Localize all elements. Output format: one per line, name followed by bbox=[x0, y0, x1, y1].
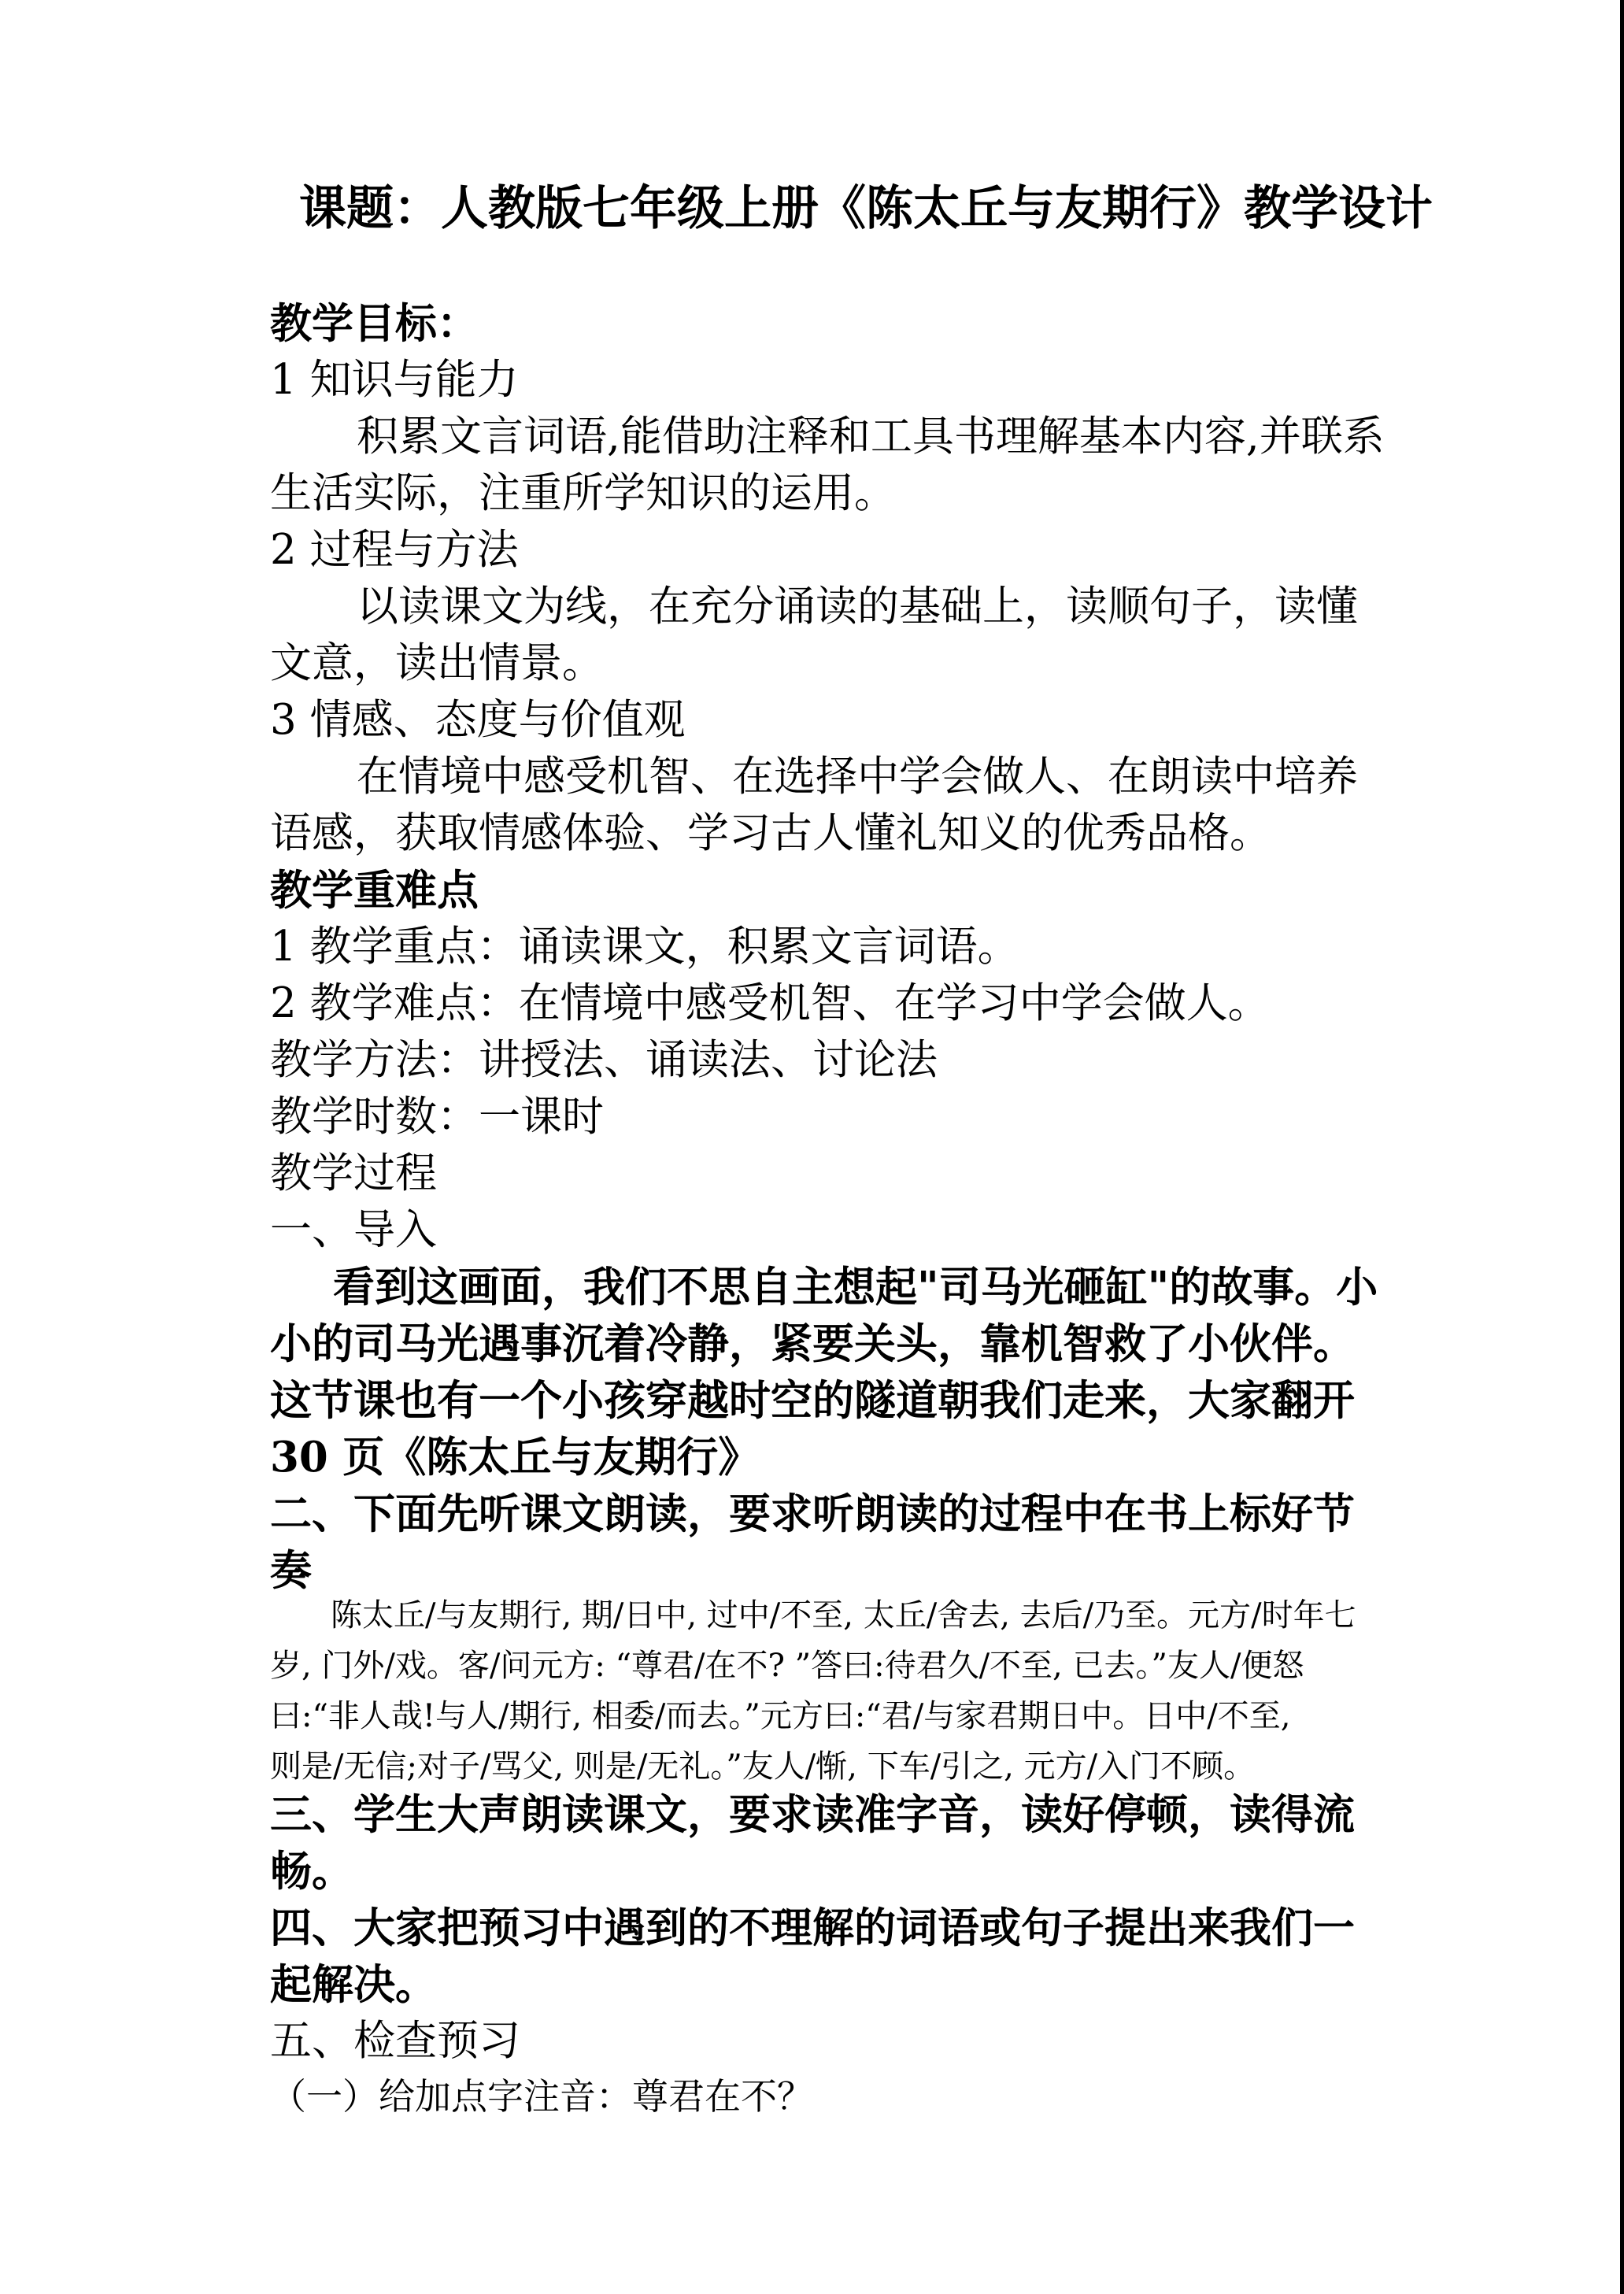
document-title: 课题：人教版七年级上册《陈太丘与友期行》教学设计 bbox=[299, 181, 1433, 236]
objective-1-title: 1 知识与能力 bbox=[270, 356, 519, 404]
intro-line-2: 小的司马光遇事沉着冷静，紧要关头，靠机智救了小伙伴。 bbox=[270, 1319, 1355, 1368]
step-4-line-1: 四、大家把预习中遇到的不理解的词语或句子提出来我们一 bbox=[270, 1904, 1355, 1952]
objective-3-line-2: 语感，获取情感体验、学习古人懂礼知义的优秀品格。 bbox=[270, 809, 1271, 857]
difficulty-heading: 教学重难点 bbox=[270, 866, 479, 915]
objective-2-line-1: 以读课文为线，在充分诵读的基础上，读顺句子，读懂 bbox=[357, 583, 1358, 631]
objective-2-title: 2 过程与方法 bbox=[270, 526, 519, 574]
difficult-point: 2 教学难点：在情境中感受机智、在学习中学会做人。 bbox=[270, 979, 1270, 1027]
objective-1-line-1: 积累文言词语,能借助注释和工具书理解基本内容,并联系 bbox=[357, 413, 1385, 461]
teaching-hours: 教学时数：一课时 bbox=[270, 1093, 604, 1141]
objectives-heading: 教学目标： bbox=[270, 299, 479, 348]
intro-line-3: 这节课也有一个小孩穿越时空的隧道朝我们走来，大家翻开 bbox=[270, 1376, 1355, 1425]
process-heading: 教学过程 bbox=[270, 1149, 437, 1197]
step-5-heading: 五、检查预习 bbox=[270, 2017, 520, 2065]
step-5-sub-1: （一）给加点字注音：尊君在不？ bbox=[270, 2075, 813, 2118]
objective-1-line-2: 生活实际，注重所学知识的运用。 bbox=[270, 469, 896, 517]
intro-line-4: 30 页《陈太丘与友期行》 bbox=[270, 1433, 760, 1482]
passage-line-2: 岁, 门外/戏。客/问元方: “尊君/在不? ”答曰:待君久/不至, 已去。”友人/便怒 bbox=[270, 1648, 1304, 1684]
step-3-line-1: 三、学生大声朗读课文，要求读准字音，读好停顿，读得流 bbox=[270, 1790, 1355, 1839]
step-3-line-2: 畅。 bbox=[270, 1847, 353, 1896]
objective-3-line-1: 在情境中感受机智、在选择中学会做人、在朗读中培养 bbox=[357, 753, 1358, 801]
page-border bbox=[1620, 0, 1624, 2294]
intro-heading: 一、导入 bbox=[270, 1206, 437, 1254]
step-2-line-2: 奏 bbox=[270, 1546, 312, 1595]
objective-2-line-2: 文意，读出情景。 bbox=[270, 639, 604, 687]
intro-line-1: 看到这画面，我们不思自主想起"司马光砸缸"的故事。小 bbox=[333, 1263, 1378, 1312]
passage-line-1: 陈太丘/与友期行, 期/日中, 过中/不至, 太丘/舍去, 去后/乃至。元方/时年七 bbox=[331, 1597, 1356, 1634]
passage-line-3: 曰:“非人哉!与人/期行, 相委/而去。”元方曰:“君/与家君期日中。日中/不至, bbox=[270, 1698, 1291, 1734]
step-2-line-1: 二、下面先听课文朗读，要求听朗读的过程中在书上标好节 bbox=[270, 1489, 1355, 1538]
passage-line-4: 则是/无信;对子/骂父, 则是/无礼。”友人/惭, 下车/引之, 元方/入门不顾。 bbox=[270, 1748, 1256, 1785]
step-4-line-2: 起解决。 bbox=[270, 1960, 437, 2009]
teaching-method: 教学方法：讲授法、诵读法、讨论法 bbox=[270, 1036, 938, 1084]
key-point: 1 教学重点：诵读课文，积累文言词语。 bbox=[270, 923, 1019, 971]
objective-3-title: 3 情感、态度与价值观 bbox=[270, 696, 686, 744]
